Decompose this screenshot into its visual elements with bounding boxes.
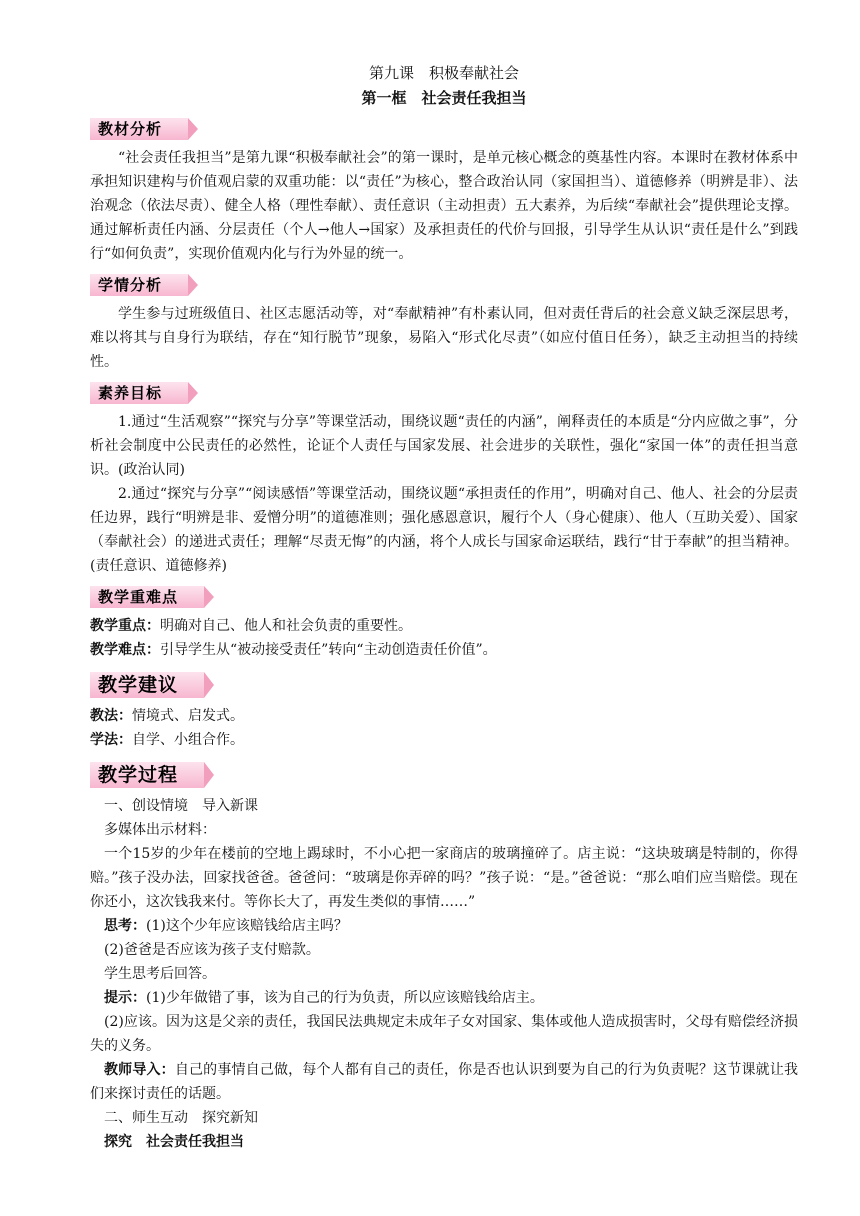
question-1-text: (1)这个少年应该赔钱给店主吗？ xyxy=(146,918,348,934)
learner-analysis-text: 学生参与过班级值日、社区志愿活动等，对“奉献精神”有朴素认同，但对责任背后的社会意义缺乏深层思考，难以将其与自身行为联结，存在“知行脱节”现象，易陷入“形式化尽责”（如应付值日任务），缺乏主动担当的持续性。 xyxy=(90,306,798,370)
hint-2: (2)应该。因为这是父亲的责任，我国民法典规定未成年子女对国家、集体或他人造成损害时，父母有赔偿经济损失的义务。 xyxy=(90,1014,798,1054)
think-label: 思考： xyxy=(104,918,146,934)
teaching-focus-label: 教学重点： xyxy=(90,618,160,634)
learning-method-text: 自学、小组合作。 xyxy=(132,732,244,748)
think-question-2: (2)爸爸是否应该为孩子支付赔款。 xyxy=(104,942,320,958)
teacher-intro-text: 自己的事情自己做，每个人都有自己的责任，你是否也认识到要为自己的行为负责呢？这节课就让我们来探讨责任的话题。 xyxy=(90,1062,799,1102)
teaching-difficulty-label: 教学难点： xyxy=(90,642,160,658)
teaching-difficulty-text: 引导学生从“被动接受责任”转向“主动创造责任价值”。 xyxy=(160,642,497,658)
section-tag-teaching-process: 教学过程 xyxy=(90,762,204,788)
teaching-focus-text: 明确对自己、他人和社会负责的重要性。 xyxy=(160,618,412,634)
explore-label: 探究 社会责任我担当 xyxy=(104,1134,244,1150)
teaching-method-text: 情境式、启发式。 xyxy=(132,708,244,724)
answer-note: 学生思考后回答。 xyxy=(104,966,216,982)
hint-1 xyxy=(90,986,798,1010)
textbook-analysis-text: “社会责任我担当”是第九课“积极奉献社会”的第一课时，是单元核心概念的奠基性内容。本课时在教材体系中承担知识建构与价值观启蒙的双重功能：以“责任”为核心，整合政治认同（家国担当）、道德修养（明辨是非）、法治观念（依法尽责）、健全人格（理性奉献）、责任意识（主动担责）五大素养，为后续“奉献社会”提供理论支撑。通过解析责任内涵、分层责任（个人→他人→国家）及承担责任的代价与回报，引导学生从认识“责任是什么”到践行“如何负责”，实现价值观内化与行为外显的统一。 xyxy=(90,150,798,262)
teacher-intro xyxy=(90,1058,798,1106)
teaching-method-label: 教法： xyxy=(90,708,132,724)
teaching-focus xyxy=(90,614,798,638)
teacher-intro-label: 教师导入： xyxy=(104,1062,175,1078)
section-tag-literacy-goals: 素养目标 xyxy=(90,382,188,404)
section-tag-textbook-analysis: 教材分析 xyxy=(90,118,188,140)
explore-heading xyxy=(90,1130,798,1154)
think-question-1 xyxy=(90,914,798,938)
goal-2-text: 2.通过“探究与分享”“阅读感悟”等课堂活动，围绕议题“承担责任的作用”，明确对自己、他人、社会的分层责任边界，践行“明辨是非、爱憎分明”的道德准则；强化感恩意识，履行个人（身心健康）、他人（互助关爱）、国家（奉献社会）的递进式责任；理解“尽责无悔”的内涵，将个人成长与国家命运联结，践行“甘于奉献”的担当精神。(责任意识、道德修养) xyxy=(90,486,798,574)
teaching-difficulty xyxy=(90,638,798,662)
learning-method xyxy=(90,728,798,752)
step-2-heading: 二、师生互动 探究新知 xyxy=(104,1110,258,1126)
material-intro: 多媒体出示材料： xyxy=(104,822,216,838)
hint-1-text: (1)少年做错了事，该为自己的行为负责，所以应该赔钱给店主。 xyxy=(146,990,544,1006)
section-tag-learner-analysis: 学情分析 xyxy=(90,274,188,296)
lesson-title: 第九课 积极奉献社会 xyxy=(368,64,519,82)
learning-method-label: 学法： xyxy=(90,732,132,748)
section-tag-teaching-suggestions: 教学建议 xyxy=(90,672,204,698)
teaching-method xyxy=(90,704,798,728)
hint-label: 提示： xyxy=(104,990,146,1006)
section-tag-key-points: 教学重难点 xyxy=(90,586,204,608)
document-content xyxy=(90,60,798,1154)
story-text: 一个15岁的少年在楼前的空地上踢球时，不小心把一家商店的玻璃撞碎了。店主说：“这块玻璃是特制的，你得赔。”孩子没办法，回家找爸爸。爸爸问：“玻璃是你弄碎的吗？”孩子说：“是。”爸爸说：“那么咱们应当赔偿。现在你还小，这次钱我来付。等你长大了，再发生类似的事情……” xyxy=(90,846,798,910)
goal-1-text: 1.通过“生活观察”“探究与分享”等课堂活动，围绕议题“责任的内涵”，阐释责任的本质是“分内应做之事”，分析社会制度中公民责任的必然性，论证个人责任与国家发展、社会进步的关联性，强化“家国一体”的责任担当意识。(政治认同) xyxy=(90,414,798,478)
frame-title: 第一框 社会责任我担当 xyxy=(361,89,527,107)
step-1-heading: 一、创设情境 导入新课 xyxy=(104,798,258,814)
